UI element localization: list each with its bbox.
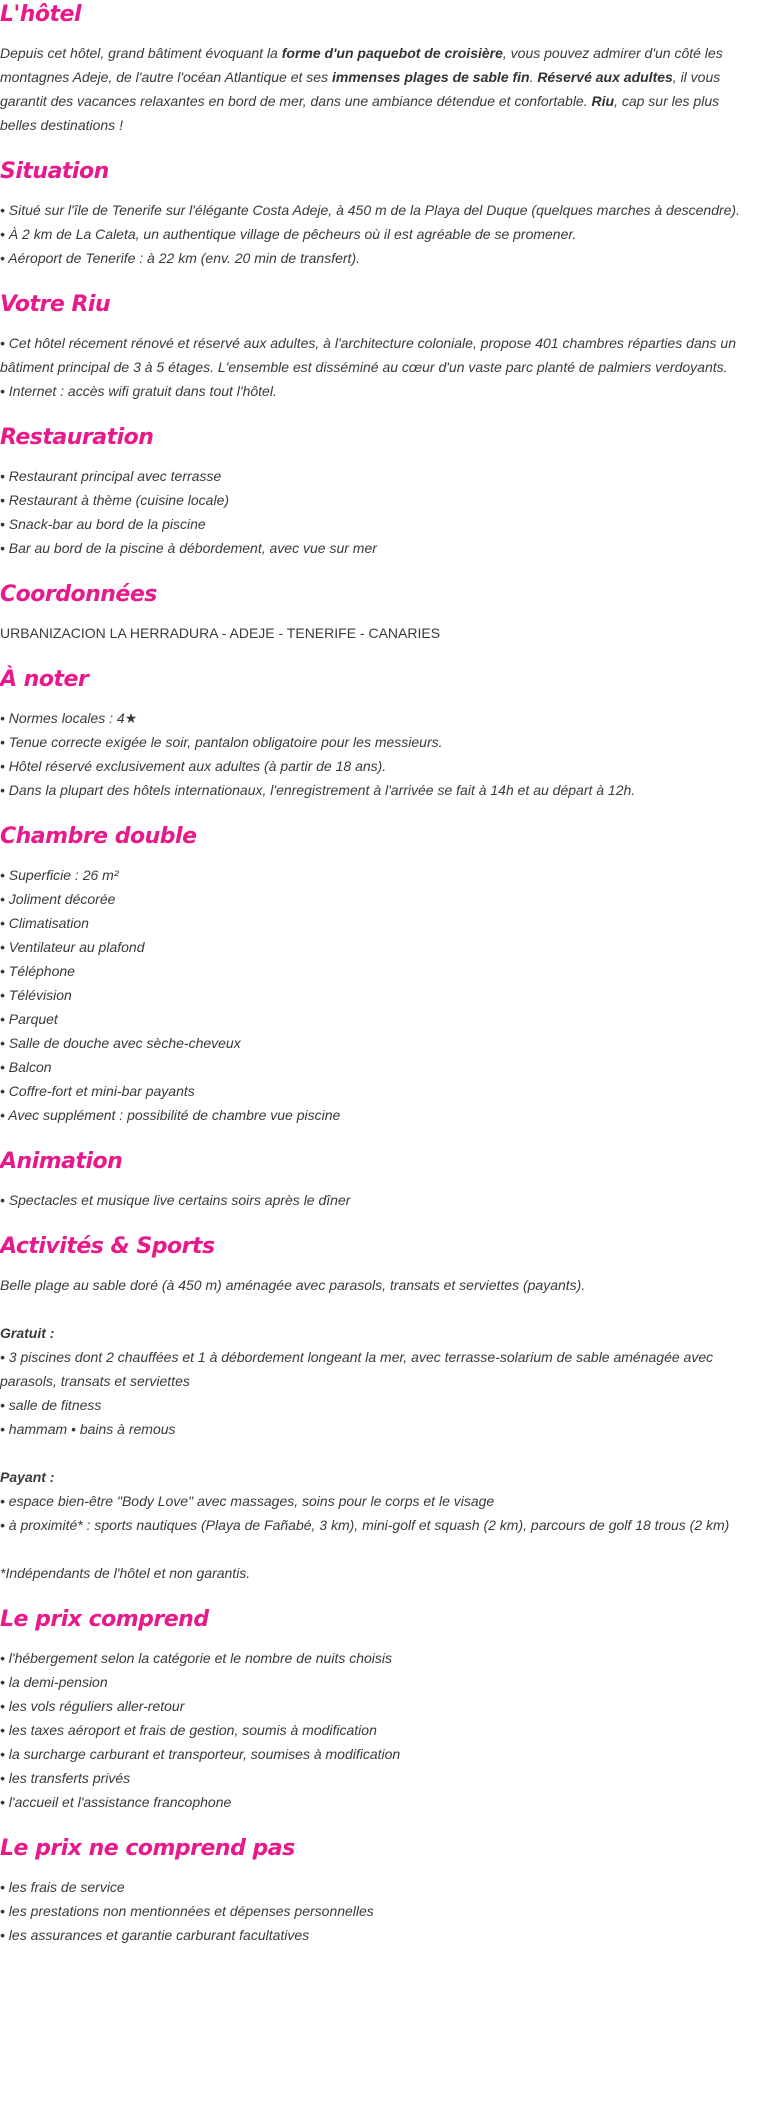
hotel-bold-4: Riu <box>591 93 615 109</box>
section-activites <box>0 1232 754 1585</box>
section-title-restauration: Restauration <box>0 425 154 450</box>
list-item: • l'accueil et l'assistance francophone <box>0 1794 232 1810</box>
list-item: • Snack-bar au bord de la piscine <box>0 516 206 532</box>
list-item: • Dans la plupart des hôtels internationaux, l'enregistrement à l'arrivée se fait à 14h et au départ à 12h. <box>0 782 636 798</box>
list-item: • espace bien-être "Body Love" avec massages, soins pour le corps et le visage <box>0 1493 495 1509</box>
list-item: • la surcharge carburant et transporteur, soumises à modification <box>0 1746 401 1762</box>
list-item: • les prestations non mentionnées et dépenses personnelles <box>0 1903 374 1919</box>
section-votre-riu <box>0 290 754 403</box>
list-item: • Bar au bord de la piscine à débordement, avec vue sur mer <box>0 540 377 556</box>
list-item: • les transferts privés <box>0 1770 131 1786</box>
section-chambre-double <box>0 822 754 1127</box>
list-item: • Normes locales : 4★ <box>0 710 138 726</box>
section-hotel <box>0 0 754 137</box>
situation-list <box>0 198 754 270</box>
list-item: • Aéroport de Tenerife : à 22 km (env. 20 min de transfert). <box>0 250 361 266</box>
list-item: • À 2 km de La Caleta, un authentique village de pêcheurs où il est agréable de se promener. <box>0 226 577 242</box>
list-item: • hammam • bains à remous <box>0 1421 176 1437</box>
list-item: • Téléphone <box>0 963 75 979</box>
hotel-text-4: , il vous garantit des vacances relaxantes en bord de mer, dans une ambiance détendue et confortable. <box>0 69 721 109</box>
comprend-list <box>0 1646 754 1814</box>
list-item: • Superficie : 26 m² <box>0 867 119 883</box>
section-restauration <box>0 423 754 560</box>
list-item: • Hôtel réservé exclusivement aux adultes (à partir de 18 ans). <box>0 758 387 774</box>
a-noter-list <box>0 706 754 802</box>
activites-footnote: *Indépendants de l'hôtel et non garantis. <box>0 1565 251 1581</box>
section-prix-comprend <box>0 1605 754 1814</box>
hotel-bold-3: Réservé aux adultes <box>537 69 673 85</box>
hotel-text-5: , cap sur les plus belles destinations ! <box>0 93 720 133</box>
votre-riu-list <box>0 331 754 403</box>
section-title-hotel: L'hôtel <box>0 2 82 27</box>
hotel-text-3: . <box>529 69 538 85</box>
list-item: • les assurances et garantie carburant facultatives <box>0 1927 310 1943</box>
section-title-activites: Activités & Sports <box>0 1234 215 1259</box>
activites-intro: Belle plage au sable doré (à 450 m) aménagée avec parasols, transats et serviettes (payants). <box>0 1277 586 1293</box>
gratuit-label: Gratuit : <box>0 1325 55 1341</box>
section-title-chambre: Chambre double <box>0 824 197 849</box>
section-coordonnees <box>0 580 754 645</box>
list-item: • l'hébergement selon la catégorie et le nombre de nuits choisis <box>0 1650 393 1666</box>
list-item: • Tenue correcte exigée le soir, pantalon obligatoire pour les messieurs. <box>0 734 443 750</box>
list-item: • Cet hôtel récement rénové et réservé aux adultes, à l'architecture coloniale, propose 401 chambres réparties dans un bâtiment principal de 3 à 5 étages. L'ensemble est disséminé au cœur d'un vaste parc planté de palmiers verdoyants. <box>0 335 736 375</box>
list-item: • Internet : accès wifi gratuit dans tout l'hôtel. <box>0 383 277 399</box>
hotel-text-2: , vous pouvez admirer d'un côté les montagnes Adeje, de l'autre l'océan Atlantique et ses <box>0 45 723 85</box>
ne-comprend-list <box>0 1875 754 1947</box>
list-item: • Climatisation <box>0 915 89 931</box>
list-item: • Parquet <box>0 1011 58 1027</box>
section-title-animation: Animation <box>0 1149 123 1174</box>
hotel-address: URBANIZACION LA HERRADURA - ADEJE - TENERIFE - CANARIES <box>0 625 441 641</box>
list-item: • Balcon <box>0 1059 52 1075</box>
chambre-list <box>0 863 754 1127</box>
section-animation <box>0 1147 754 1212</box>
list-item: • Salle de douche avec sèche-cheveux <box>0 1035 241 1051</box>
hotel-paragraph <box>0 41 754 137</box>
list-item: • Situé sur l'île de Tenerife sur l'élégante Costa Adeje, à 450 m de la Playa del Duque (quelques marches à descendre). <box>0 202 740 218</box>
list-item: • Télévision <box>0 987 72 1003</box>
section-situation <box>0 157 754 270</box>
list-item: • Coffre-fort et mini-bar payants <box>0 1083 195 1099</box>
list-item: • 3 piscines dont 2 chauffées et 1 à débordement longeant la mer, avec terrasse-solarium de sable aménagée avec parasols, transats et serviettes <box>0 1349 714 1389</box>
section-a-noter <box>0 665 754 802</box>
hotel-text-1: Depuis cet hôtel, grand bâtiment évoquant la <box>0 45 282 61</box>
hotel-bold-2: immenses plages de sable fin <box>331 69 530 85</box>
list-item: • à proximité* : sports nautiques (Playa de Fañabé, 3 km), mini-golf et squash (2 km), parcours de golf 18 trous (2 km) <box>0 1517 730 1533</box>
payant-label: Payant : <box>0 1469 55 1485</box>
list-item: • Spectacles et musique live certains soirs après le dîner <box>0 1192 351 1208</box>
section-prix-ne-comprend-pas <box>0 1834 754 1947</box>
list-item: • Restaurant à thème (cuisine locale) <box>0 492 230 508</box>
restauration-list <box>0 464 754 560</box>
section-title-votre-riu: Votre Riu <box>0 292 111 317</box>
list-item: • les vols réguliers aller-retour <box>0 1698 185 1714</box>
section-title-comprend: Le prix comprend <box>0 1607 209 1632</box>
section-title-coordonnees: Coordonnées <box>0 582 157 607</box>
list-item: • Avec supplément : possibilité de chambre vue piscine <box>0 1107 341 1123</box>
list-item: • les frais de service <box>0 1879 125 1895</box>
list-item: • salle de fitness <box>0 1397 102 1413</box>
list-item: • la demi-pension <box>0 1674 108 1690</box>
list-item: • les taxes aéroport et frais de gestion, soumis à modification <box>0 1722 377 1738</box>
list-item: • Restaurant principal avec terrasse <box>0 468 222 484</box>
section-title-a-noter: À noter <box>0 667 89 692</box>
section-title-situation: Situation <box>0 159 109 184</box>
list-item: • Ventilateur au plafond <box>0 939 145 955</box>
activites-content <box>0 1273 754 1585</box>
hotel-bold-1: forme d'un paquebot de croisière <box>281 45 503 61</box>
list-item: • Joliment décorée <box>0 891 116 907</box>
section-title-ne-comprend: Le prix ne comprend pas <box>0 1836 295 1861</box>
animation-list <box>0 1188 754 1212</box>
